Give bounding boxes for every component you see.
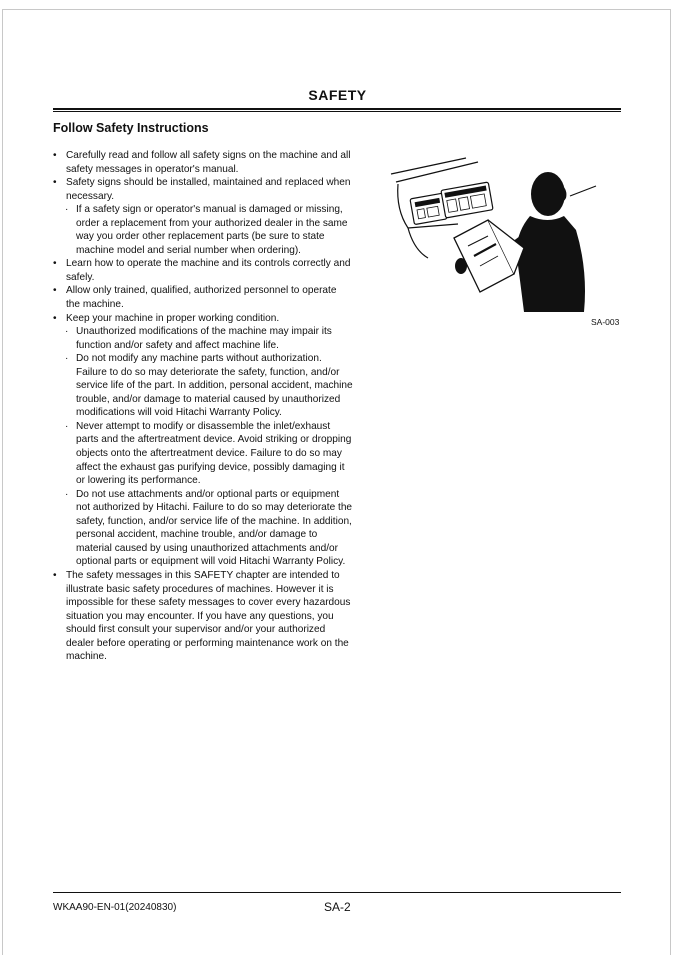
list-item-text: Keep your machine in proper working condition. (66, 312, 280, 324)
section-heading: Follow Safety Instructions (53, 121, 209, 135)
sub-bullet-icon: · (65, 353, 69, 365)
sub-list-item (53, 488, 353, 569)
sub-list-item-text: Never attempt to modify or disassemble the inlet/exhaust parts and the aftertreatment device. Avoid striking or dropping objects onto the aftertreatment device. Failure to do so may affect the exhaust gas purifying device, possibly damaging it or lowering its performance. (76, 420, 352, 487)
bullet-icon: • (53, 258, 57, 270)
figure-code: SA-003 (591, 317, 620, 327)
list-item-text: Carefully read and follow all safety signs on the machine and all safety messages in operator's manual. (66, 150, 351, 175)
list-item-text: Learn how to operate the machine and its controls correctly and safely. (66, 258, 351, 283)
list-item (53, 176, 353, 203)
sub-list-item (53, 420, 353, 488)
sub-list-item-text: Unauthorized modifications of the machine may impair its function and/or safety and affect machine life. (76, 326, 332, 351)
list-item (53, 257, 353, 284)
bullet-icon: • (53, 285, 57, 297)
instruction-list-container (53, 149, 353, 664)
document-code: WKAA90-EN-01(20240830) (53, 902, 177, 913)
header-rule-thick (53, 108, 621, 110)
bullet-icon: • (53, 312, 57, 324)
sub-list-item (53, 352, 353, 420)
list-item-text: Allow only trained, qualified, authorized personnel to operate the machine. (66, 285, 337, 311)
sub-list-item-text: Do not use attachments and/or optional parts or equipment not authorized by Hitachi. Failure to do so may deteriorate the safety, function, and/or service life of the machine. In addition, personal accident, machine trouble, and/or damage to material caused by using unauthorized attachments and/or optional parts or equipment will void Hitachi Warranty Policy. (76, 488, 353, 568)
page-number: SA-2 (324, 900, 351, 914)
operator-reading-manual-illustration (388, 150, 624, 312)
sub-bullet-icon: · (65, 326, 69, 338)
list-item (53, 312, 353, 326)
sub-list-item (53, 203, 353, 257)
list-item (53, 284, 353, 311)
sub-bullet-icon: · (65, 204, 69, 216)
sub-list-item-text: Do not modify any machine parts without authorization. Failure to do so may deteriorate the safety, function, and/or service life of the part. In addition, personal accident, machine trouble, and/or damage to material caused by unauthorized modifications will void Hitachi Warranty Policy. (76, 353, 353, 419)
bullet-icon: • (53, 569, 57, 581)
list-item (53, 149, 353, 176)
sub-bullet-icon: · (65, 488, 69, 500)
list-item-text: The safety messages in this SAFETY chapter are intended to illustrate basic safety procedures of machines. However it is impossible for these safety messages to cover every hazardous situation you may encounter. If you have any questions, you should first consult your supervisor and/or your authorized dealer before operating or performing maintenance work on the machine. (66, 569, 351, 663)
header-rule-thin (53, 111, 621, 112)
footer-rule (53, 892, 621, 893)
list-item-text: Safety signs should be installed, maintained and replaced when necessary. (66, 177, 351, 202)
list-item (53, 569, 353, 664)
page-title: SAFETY (308, 87, 367, 103)
bullet-icon: • (53, 177, 57, 189)
sub-list-item-text: If a safety sign or operator's manual is damaged or missing, order a replacement from your authorized dealer in the same way you order other replacement parts (be sure to state machine model and serial number when ordering). (76, 204, 348, 256)
instruction-list (53, 149, 353, 664)
bullet-icon: • (53, 150, 57, 161)
sub-list-item (53, 325, 353, 352)
sub-bullet-icon: · (65, 420, 69, 432)
